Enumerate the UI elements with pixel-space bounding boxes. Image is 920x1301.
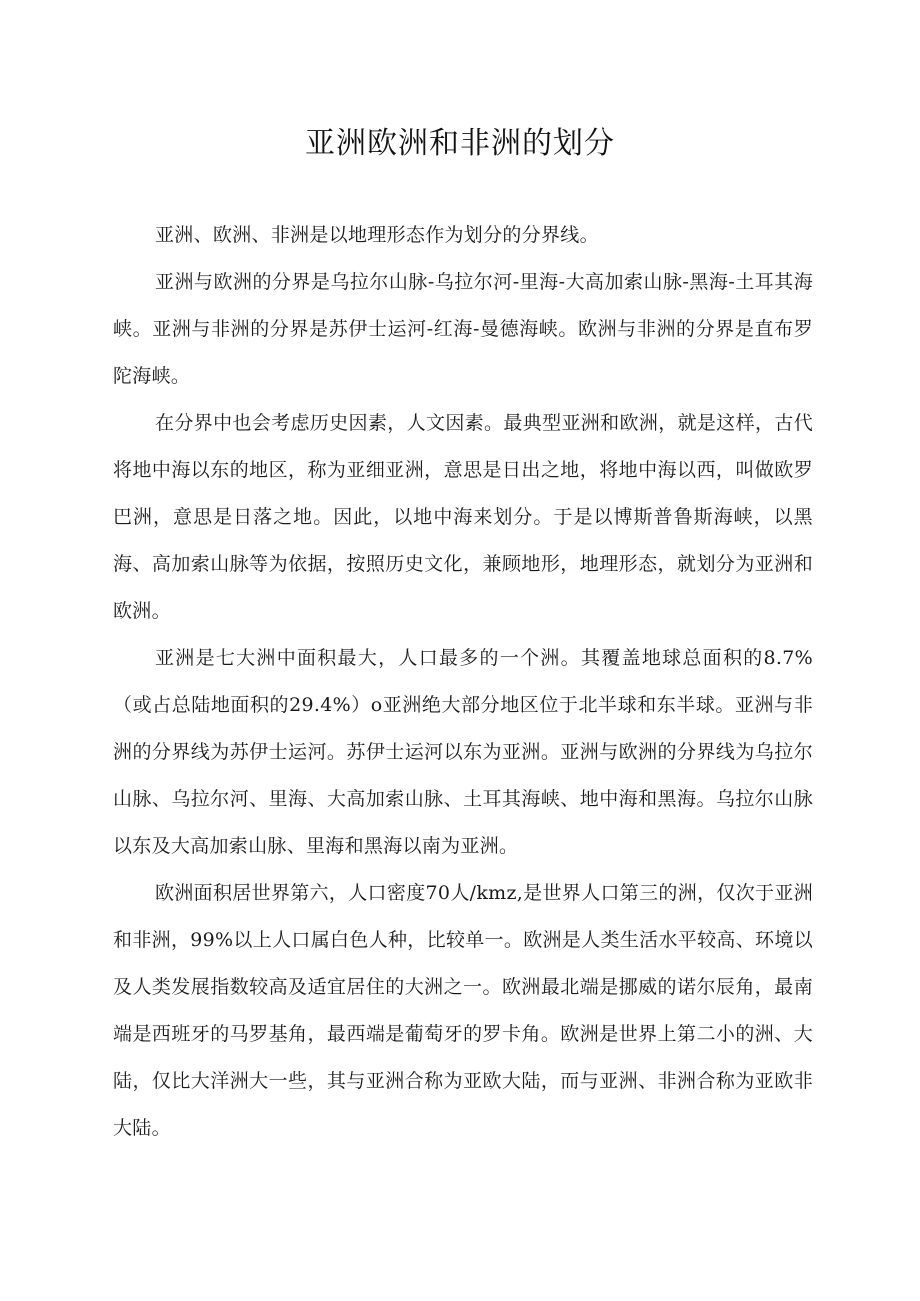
paragraph-europe: 欧洲面积居世界第六，人口密度70人/kmz,是世界人口第三的洲，仅次于亚洲和非洲，99%以上人口属白色人种，比较单一。欧洲是人类生活水平较高、环境以及人类发展指数较高及适宜居住的大洲之一。欧洲最北端是挪威的诺尔辰角，最南端是西班牙的马罗基角，最西端是葡萄牙的罗卡角。欧洲是世界上第二小的洲、大陆，仅比大洋洲大一些，其与亚洲合称为亚欧大陆，而与亚洲、非洲合称为亚欧非大陆。: [113, 882, 813, 1139]
document-body: [113, 212, 813, 1152]
paragraph-boundaries: 亚洲与欧洲的分界是乌拉尔山脉-乌拉尔河-里海-大高加索山脉-黑海-土耳其海峡。亚洲与非洲的分界是苏伊士运河-红海-曼德海峡。欧洲与非洲的分界是直布罗陀海峡。: [113, 271, 813, 387]
paragraph-history: 在分界中也会考虑历史因素，人文因素。最典型亚洲和欧洲，就是这样，古代将地中海以东的地区，称为亚细亚洲，意思是日出之地，将地中海以西，叫做欧罗巴洲，意思是日落之地。因此，以地中海来划分。于是以博斯普鲁斯海峡，以黑海、高加索山脉等为依据，按照历史文化，兼顾地形，地理形态，就划分为亚洲和欧洲。: [113, 412, 813, 622]
document-title: 亚洲欧洲和非洲的划分: [305, 126, 615, 161]
paragraph-intro: 亚洲、欧洲、非洲是以地理形态作为划分的分界线。: [155, 224, 599, 246]
paragraph-asia: 亚洲是七大洲中面积最大，人口最多的一个洲。其覆盖地球总面积的8.7%（或占总陆地面积的29.4%）o亚洲绝大部分地区位于北半球和东半球。亚洲与非洲的分界线为苏伊士运河。苏伊士运河以东为亚洲。亚洲与欧洲的分界线为乌拉尔山脉、乌拉尔河、里海、大高加索山脉、土耳其海峡、地中海和黑海。乌拉尔山脉以东及大高加索山脉、里海和黑海以南为亚洲。: [113, 647, 813, 857]
